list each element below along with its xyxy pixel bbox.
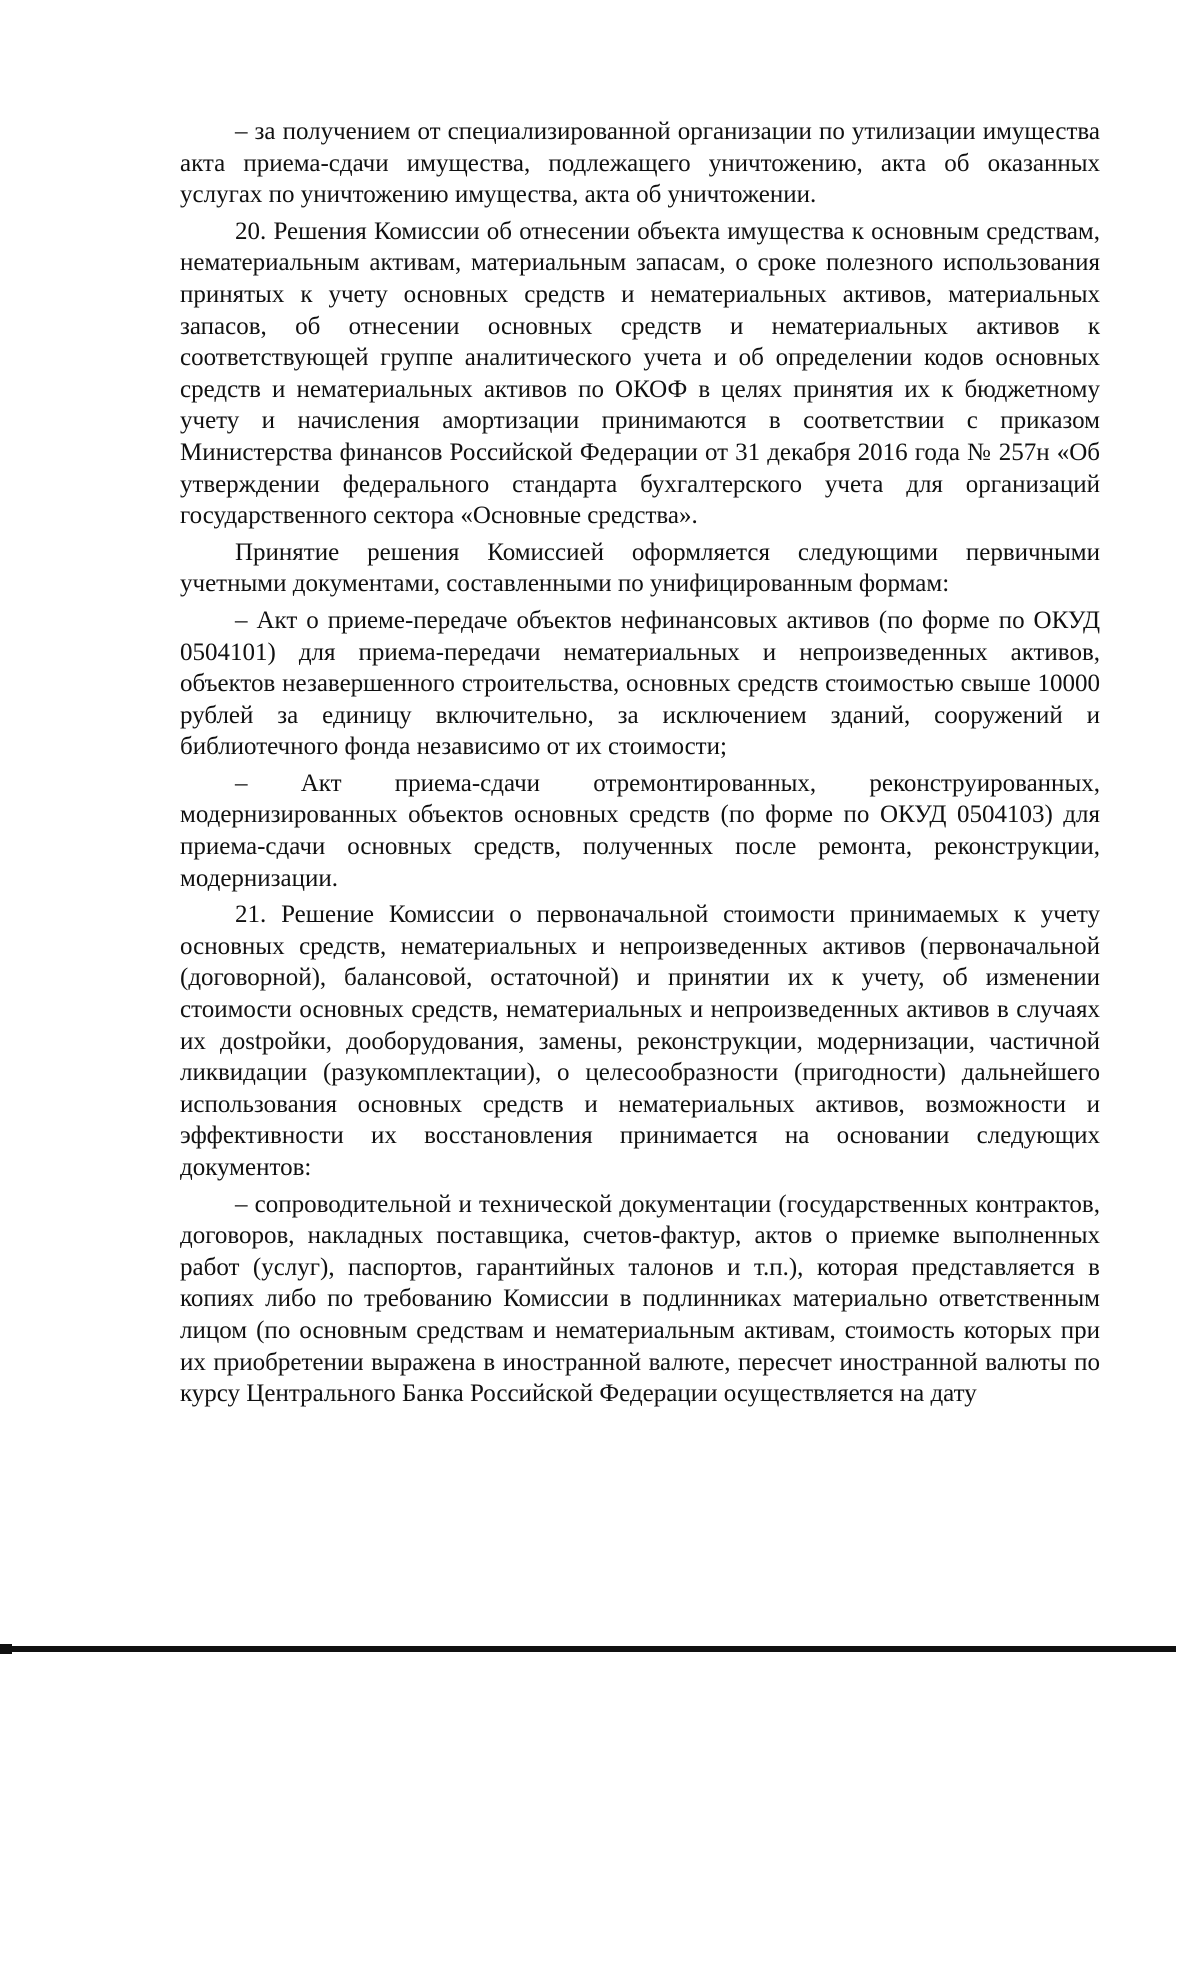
paragraph-accompanying-documentation: – сопроводительной и технической документации (государственных контрактов, договоров, накладных поставщика, счетов-фактур, актов о приемке выполненных работ (услуг), паспортов, гарантийных талонов и т.п.), которая представляется в копиях либо по требованию Комиссии в подлинниках материально ответственным лицом (по основным средствам и нематериальным активам, стоимость которых при их приобретении выражена в иностранной валюте, пересчет иностранной валюты по курсу Центрального Банка Российской Федерации осуществляется на дату [180, 1190, 1100, 1408]
paragraph-primary-documents: Принятие решения Комиссией оформляется следующими первичными учетными документами, составленными по унифицированным формам: [180, 538, 1100, 598]
paragraph-act-0504101: – Акт о приеме-передаче объектов нефинансовых активов (по форме по ОКУД 0504101) для приема-передачи нематериальных и непроизведенных активов, объектов незавершенного строительства, основных средств стоимостью свыше 10000 рублей за единицу включительно, за исключением зданий, сооружений и библиотечного фонда независимо от их стоимости; [180, 606, 1100, 761]
paragraph-20-commission-decisions: 20. Решения Комиссии об отнесении объекта имущества к основным средствам, нематериальным активам, материальным запасам, о сроке полезного использования принятых к учету основных средств и нематериальных активов, материальных запасов, об отнесении основных средств и нематериальных активов к соответствующей группе аналитического учета и об определении кодов основных средств и нематериальных активов по ОКОФ в целях принятия их к бюджетному учету и начисления амортизации принимаются в соответствии с приказом Министерства финансов Российской Федерации от 31 декабря 2016 года № 257н «Об утверждении федерального стандарта бухгалтерского учета для организаций государственного сектора «Основные средства». [180, 217, 1100, 530]
scan-bottom-rule [0, 1646, 1176, 1652]
document-body [180, 116, 1100, 1415]
paragraph-disposal-acts: – за получением от специализированной организации по утилизации имущества акта приема-сдачи имущества, подлежащего уничтожению, акта об оказанных услугах по уничтожению имущества, акта об уничтожении. [180, 118, 1100, 209]
paragraph-act-0504103: – Акт приема-сдачи отремонтированных, реконструированных, модернизированных объектов основных средств (по форме по ОКУД 0504103) для приема-сдачи основных средств, полученных после ремонта, реконструкции, модернизации. [180, 769, 1100, 892]
paragraph-21-initial-cost: 21. Решение Комиссии о первоначальной стоимости принимаемых к учету основных средств, нематериальных и непроизведенных активов (первоначальной (договорной), балансовой, остаточной) и принятии их к учету, об изменении стоимости основных средств, нематериальных и непроизведенных активов в случаях их дostройки, дооборудования, замены, реконструкции, модернизации, частичной ликвидации (разукомплектации), о целесообразности (пригодности) дальнейшего использования основных средств и нематериальных активов, возможности и эффективности их восстановления принимается на основании следующих документов: [180, 901, 1100, 1181]
